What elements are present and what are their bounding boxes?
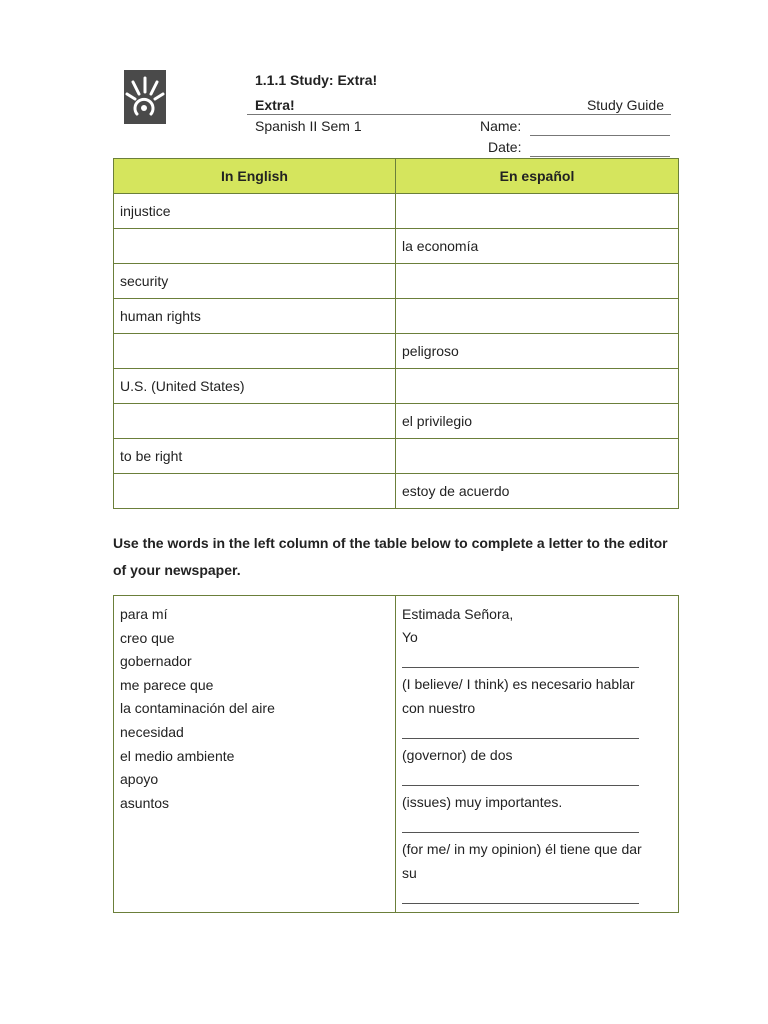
doc-type-label: Study Guide [586, 97, 664, 113]
letter-greeting: Estimada Señora, [402, 606, 514, 622]
name-label: Name: [480, 118, 522, 134]
word-bank-item: para mí [120, 606, 168, 622]
blank-1[interactable] [402, 667, 639, 668]
table-row [114, 194, 679, 229]
blank-3[interactable] [402, 785, 639, 786]
sunburst-logo-icon [124, 70, 166, 124]
course-label: Spanish II Sem 1 [255, 118, 362, 134]
spanish-cell[interactable]: la economía [396, 229, 679, 264]
spanish-cell[interactable]: estoy de acuerdo [396, 474, 679, 509]
word-bank-item: me parece que [120, 676, 214, 693]
table-row [114, 299, 679, 334]
english-cell[interactable]: to be right [114, 439, 396, 474]
spanish-cell[interactable] [396, 264, 679, 299]
letter-text: (for me/ in my opinion) él tiene que dar [402, 841, 642, 857]
word-bank-item: el medio ambiente [120, 747, 235, 764]
word-bank-item: creo que [120, 629, 175, 646]
table-row [114, 404, 679, 439]
header-meta [247, 116, 671, 156]
word-bank-item: necesidad [120, 723, 184, 740]
column-divider [395, 596, 396, 912]
table-row [114, 474, 679, 509]
blank-4[interactable] [402, 832, 639, 833]
letter-text: (issues) muy importantes. [402, 794, 563, 810]
english-cell[interactable] [114, 229, 396, 264]
letter-text: (I believe/ I think) es necesario hablar [402, 676, 635, 692]
header-bar [247, 95, 671, 115]
english-cell[interactable]: human rights [114, 299, 396, 334]
spanish-cell[interactable]: el privilegio [396, 404, 679, 439]
lesson-label: Extra! [255, 97, 295, 113]
word-bank-item: la contaminación del aire [120, 700, 275, 717]
col-header-spanish: En español [396, 159, 679, 194]
word-bank [120, 603, 275, 815]
english-cell[interactable] [114, 474, 396, 509]
date-field[interactable] [530, 156, 670, 157]
col-header-english: In English [114, 159, 396, 194]
spanish-cell[interactable]: peligroso [396, 334, 679, 369]
letter-text: (governor) de dos [402, 747, 513, 763]
word-bank-item: apoyo [120, 771, 159, 788]
english-cell[interactable]: injustice [114, 194, 396, 229]
spanish-cell[interactable] [396, 439, 679, 474]
english-cell[interactable] [114, 334, 396, 369]
table-row [114, 369, 679, 404]
letter-table [113, 595, 679, 913]
letter-text: Yo [402, 629, 418, 645]
instructions: Use the words in the left column of the table below to complete a letter to the editor of your newspaper. [113, 535, 668, 578]
word-bank-item: gobernador [120, 653, 192, 670]
table-row [114, 229, 679, 264]
table-row [114, 334, 679, 369]
blank-5[interactable] [402, 903, 639, 904]
table-row [114, 264, 679, 299]
english-cell[interactable] [114, 404, 396, 439]
english-cell[interactable]: security [114, 264, 396, 299]
table-row [114, 439, 679, 474]
spanish-cell[interactable] [396, 194, 679, 229]
name-field[interactable] [530, 135, 670, 136]
spanish-cell[interactable] [396, 299, 679, 334]
spanish-cell[interactable] [396, 369, 679, 404]
letter-text: con nuestro [402, 700, 476, 716]
page-title: 1.1.1 Study: Extra! [255, 72, 378, 88]
vocab-header-row [114, 159, 679, 194]
english-cell[interactable]: U.S. (United States) [114, 369, 396, 404]
vocab-table [113, 158, 679, 509]
blank-2[interactable] [402, 738, 639, 739]
word-bank-item: asuntos [120, 794, 170, 811]
date-label: Date: [488, 139, 522, 155]
letter-text: su [402, 865, 417, 881]
